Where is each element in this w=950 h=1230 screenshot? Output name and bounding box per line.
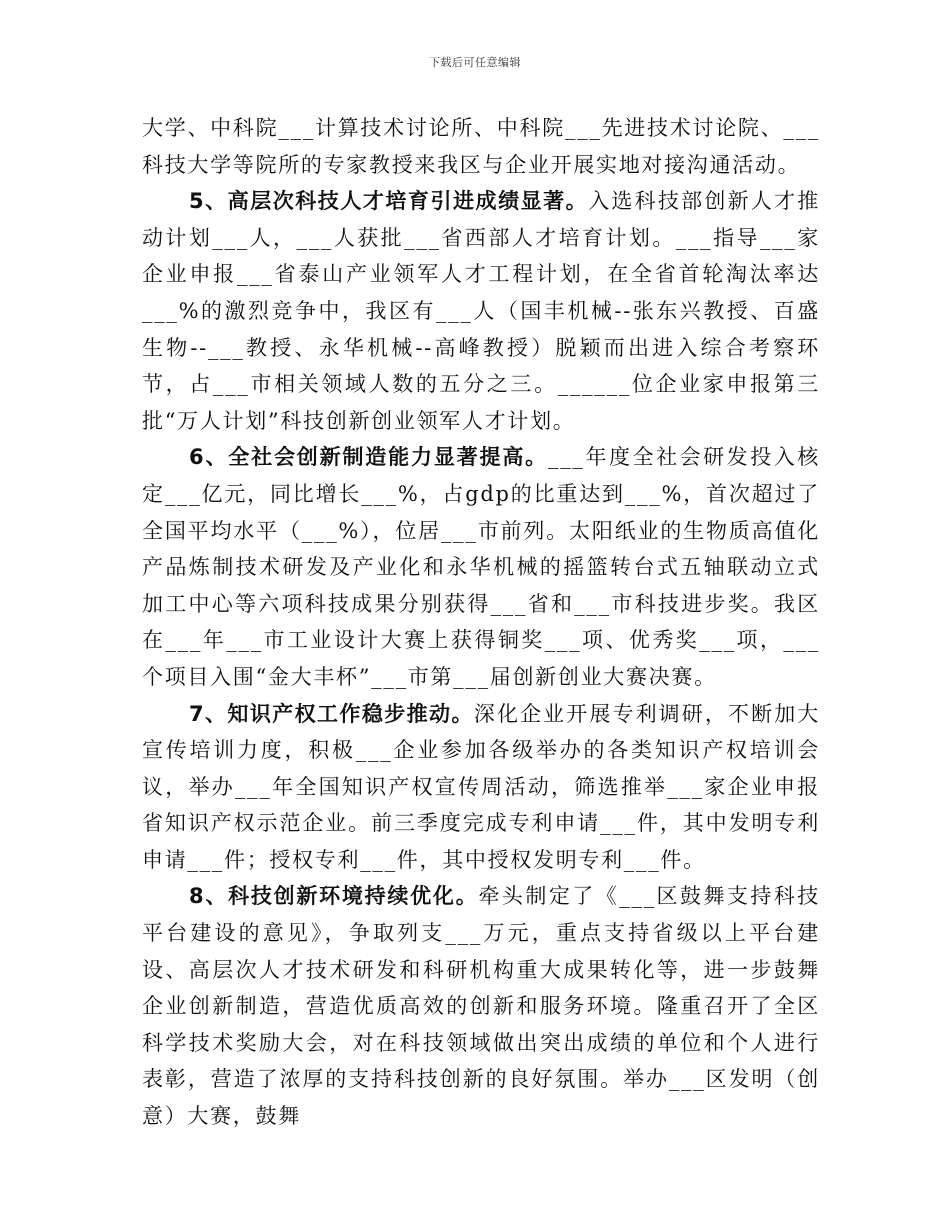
page-header: 下载后可任意编辑 <box>429 56 521 69</box>
paragraph-heading: 5、高层次科技人才培育引进成绩显著。 <box>189 189 589 214</box>
paragraph-continuation <box>142 110 820 183</box>
paragraph-heading: 6、全社会创新制造能力显著提高。 <box>189 445 549 470</box>
paragraph-body: ___年度全社会研发投入核定___亿元，同比增长___%，占gdp的比重达到___%，首次超过了全国平均水平（___%），位居___市前列。太阳纸业的生物质高值化产品炼制技术研发及产业化和永华机械的摇篮转台式五轴联动立式加工中心等六项科技成果分别获得___省和___市科技进步奖。我区在___年___市工业设计大赛上获得铜奖___项、优秀奖___项，___个项目入围“金大丰杯”___市第___届创新创业大赛决赛。 <box>142 445 820 689</box>
paragraph-talent-introduction <box>142 183 820 439</box>
paragraph-intellectual-property <box>142 696 820 879</box>
paragraph-body: 大学、中科院___计算技术讨论所、中科院___先进技术讨论院、___科技大学等院所的专家教授来我区与企业开展实地对接沟通活动。 <box>142 116 820 177</box>
paragraph-heading: 8、科技创新环境持续优化。 <box>189 884 479 909</box>
paragraph-body: 深化企业开展专利调研，不断加大宣传培训力度，积极___企业参加各级举办的各类知识产权培训会议，举办___年全国知识产权宣传周活动，筛选推举___家企业申报省知识产权示范企业。前三季度完成专利申请___件，其中发明专利申请___件；授权专利___件，其中授权发明专利___件。 <box>142 701 820 872</box>
document-body <box>142 110 820 1135</box>
paragraph-innovation-environment <box>142 878 820 1134</box>
paragraph-body: 牵头制定了《___区鼓舞支持科技平台建设的意见》，争取列支___万元，重点支持省级以上平台建设、高层次人才技术研发和科研机构重大成果转化等，进一步鼓舞企业创新制造，营造优质高效的创新和服务环境。隆重召开了全区科学技术奖励大会，对在科技领域做出突出成绩的单位和个人进行表彰，营造了浓厚的支持科技创新的良好氛围。举办___区发明（创意）大赛，鼓舞 <box>142 884 820 1129</box>
paragraph-heading: 7、知识产权工作稳步推动。 <box>189 701 474 726</box>
paragraph-innovation-capacity <box>142 439 820 695</box>
paragraph-body: 入选科技部创新人才推动计划___人，___人获批___省西部人才培育计划。___指导___家企业申报___省泰山产业领军人才工程计划，在全省首轮淘汰率达___%的激烈竞争中，我区有___人（国丰机械--张东兴教授、百盛生物--___教授、永华机械--高峰教授）脱颖而出进入综合考察环节，占___市相关领域人数的五分之三。______位企业家申报第三批“万人计划”科技创新创业领军人才计划。 <box>142 189 820 433</box>
